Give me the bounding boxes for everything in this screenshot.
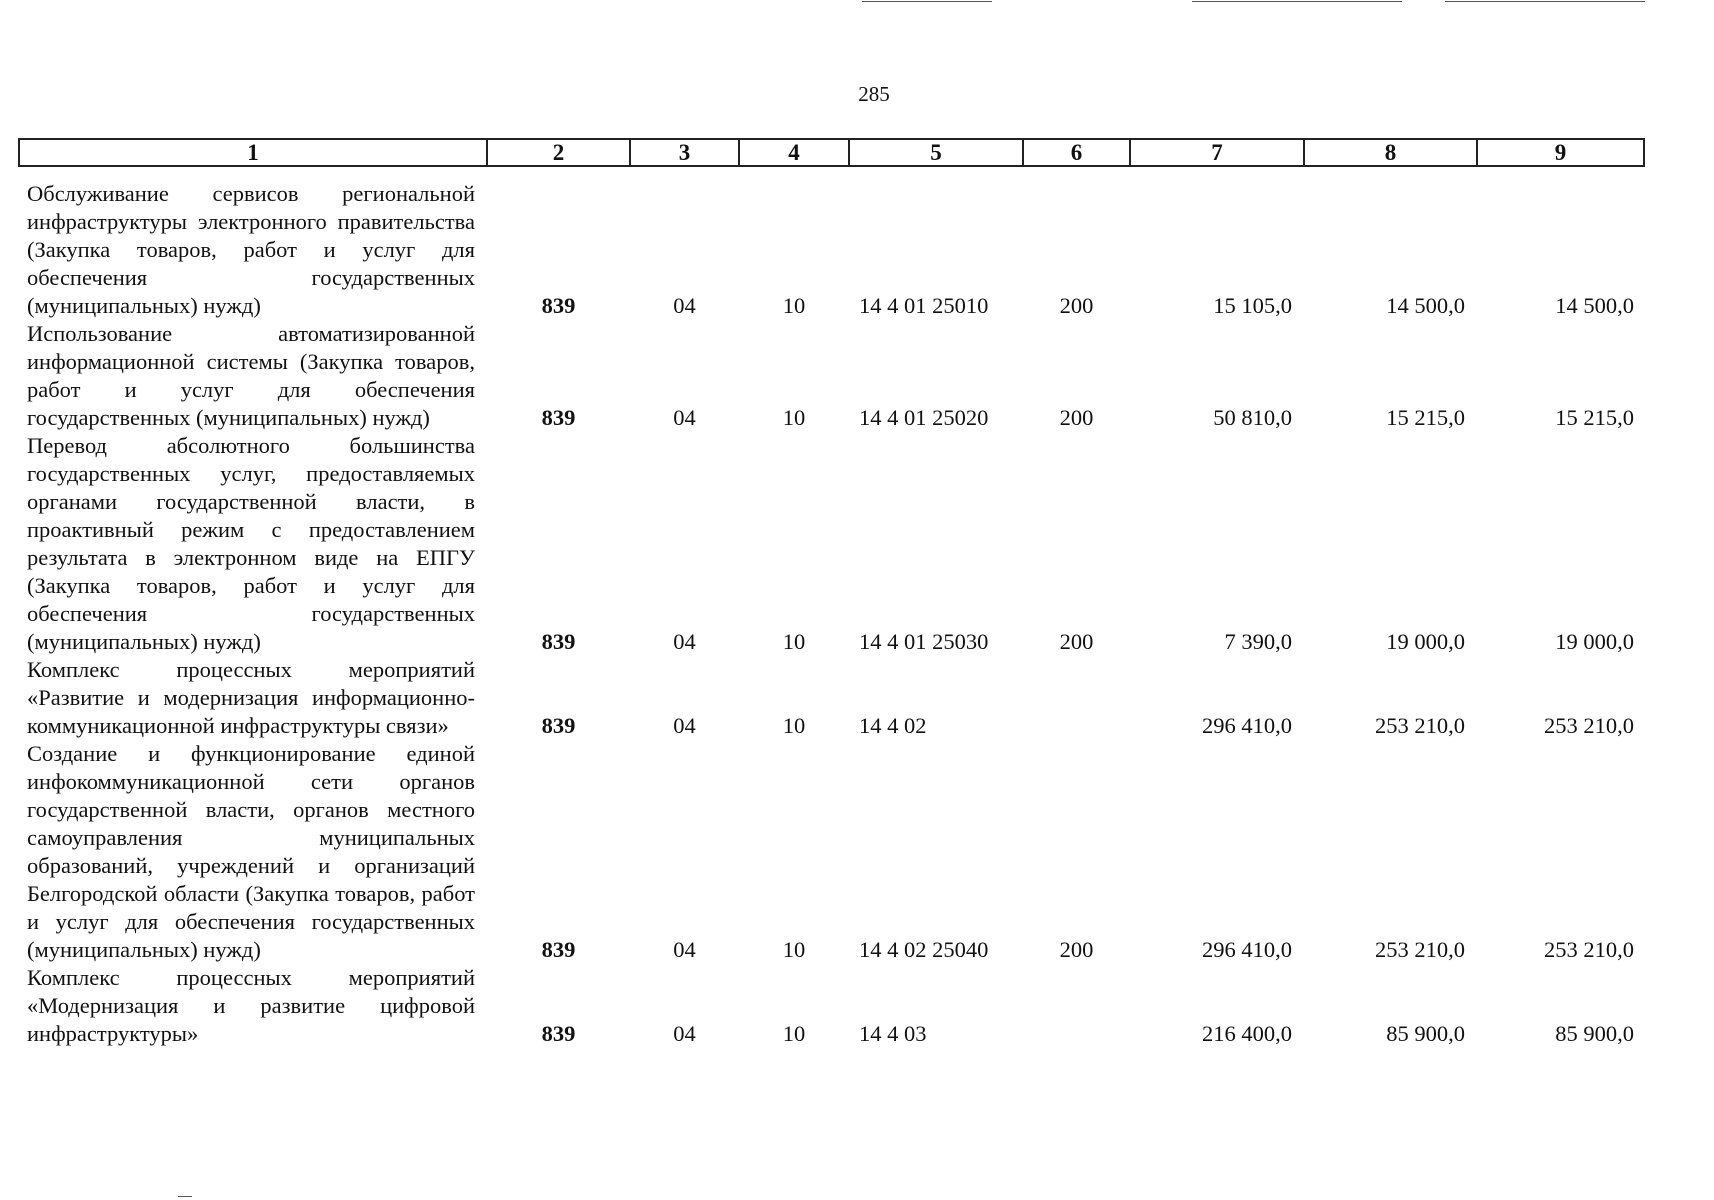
amount-year-1: 296 410,0	[1202, 713, 1292, 738]
subsection-code: 10	[782, 405, 806, 430]
scan-artifact-line	[1445, 1, 1645, 2]
table-row	[19, 656, 1644, 740]
table-header	[19, 139, 1644, 166]
section-code: 04	[673, 405, 696, 430]
grbs-code: 839	[541, 1021, 576, 1046]
subsection-code: 10	[782, 713, 806, 738]
amount-year-3: 14 500,0	[1555, 293, 1634, 318]
target-article-code: 14 4 03	[859, 1021, 927, 1046]
expense-type-code: 200	[1059, 293, 1094, 318]
row-name: Создание и функционирование единой инфокоммуникационной сети органов государственной власти, органов местного самоуправления муниципальных образований, учреждений и организаций Белгородской области (Закупка товаров, работ и услуг для обеспечения государственных (муниципальных) нужд)	[27, 741, 475, 962]
amount-year-1: 15 105,0	[1213, 293, 1292, 318]
section-code: 04	[673, 1021, 696, 1046]
table-row	[19, 432, 1644, 656]
subsection-code: 10	[782, 629, 806, 654]
row-name: Перевод абсолютного большинства государственных услуг, предоставляемых органами государственной власти, в проактивный режим с предоставлением результата в электронном виде на ЕПГУ (Закупка товаров, работ и услуг для обеспечения государственных (муниципальных) нужд)	[27, 433, 475, 654]
column-header-2: 2	[487, 139, 630, 166]
column-header-3: 3	[630, 139, 739, 166]
scan-artifact-line	[178, 1196, 192, 1197]
expense-type-code: 200	[1059, 405, 1094, 430]
target-article-code: 14 4 01 25010	[859, 293, 989, 318]
section-code: 04	[673, 293, 696, 318]
target-article-code: 14 4 01 25020	[859, 405, 989, 430]
grbs-code: 839	[541, 293, 576, 318]
expense-type-code: 200	[1059, 629, 1094, 654]
subsection-code: 10	[782, 937, 806, 962]
amount-year-2: 85 900,0	[1386, 1021, 1465, 1046]
amount-year-1: 296 410,0	[1202, 937, 1292, 962]
header-row	[19, 139, 1644, 166]
grbs-code: 839	[541, 937, 576, 962]
amount-year-3: 85 900,0	[1555, 1021, 1634, 1046]
budget-table	[18, 138, 1645, 1048]
table-row	[19, 166, 1644, 320]
section-code: 04	[673, 629, 696, 654]
subsection-code: 10	[782, 1021, 806, 1046]
grbs-code: 839	[541, 405, 576, 430]
expense-type-code: 200	[1059, 937, 1094, 962]
amount-year-3: 19 000,0	[1555, 629, 1634, 654]
section-code: 04	[673, 937, 696, 962]
target-article-code: 14 4 02	[859, 713, 927, 738]
amount-year-3: 15 215,0	[1555, 405, 1634, 430]
column-header-6: 6	[1023, 139, 1130, 166]
table-body	[19, 166, 1644, 1048]
row-name: Обслуживание сервисов региональной инфраструктуры электронного правительства (Закупка товаров, работ и услуг для обеспечения государственных (муниципальных) нужд)	[27, 181, 475, 318]
amount-year-2: 253 210,0	[1375, 937, 1465, 962]
column-header-9: 9	[1477, 139, 1644, 166]
column-header-8: 8	[1304, 139, 1477, 166]
table-row	[19, 964, 1644, 1048]
column-header-5: 5	[849, 139, 1023, 166]
page-number: 285	[858, 82, 890, 106]
grbs-code: 839	[541, 713, 576, 738]
target-article-code: 14 4 01 25030	[859, 629, 989, 654]
subsection-code: 10	[782, 293, 806, 318]
expense-type-code	[1023, 964, 1130, 1048]
amount-year-1: 50 810,0	[1213, 405, 1292, 430]
column-header-7: 7	[1130, 139, 1304, 166]
column-header-1: 1	[19, 139, 487, 166]
grbs-code: 839	[541, 629, 576, 654]
scan-artifact-line	[862, 1, 992, 2]
amount-year-2: 14 500,0	[1386, 293, 1465, 318]
table-row	[19, 740, 1644, 964]
amount-year-2: 253 210,0	[1375, 713, 1465, 738]
section-code: 04	[673, 713, 696, 738]
amount-year-2: 15 215,0	[1386, 405, 1465, 430]
row-name: Комплекс процессных мероприятий «Развитие и модернизация информационно-коммуникационной инфраструктуры связи»	[27, 657, 475, 738]
amount-year-3: 253 210,0	[1544, 713, 1634, 738]
target-article-code: 14 4 02 25040	[859, 937, 989, 962]
expense-type-code	[1023, 656, 1130, 740]
row-name: Комплекс процессных мероприятий «Модернизация и развитие цифровой инфраструктуры»	[27, 965, 475, 1046]
scan-artifact-line	[1192, 1, 1402, 2]
amount-year-1: 7 390,0	[1224, 629, 1292, 654]
amount-year-1: 216 400,0	[1202, 1021, 1292, 1046]
column-header-4: 4	[739, 139, 849, 166]
amount-year-2: 19 000,0	[1386, 629, 1465, 654]
row-name: Использование автоматизированной информационной системы (Закупка товаров, работ и услуг для обеспечения государственных (муниципальных) нужд)	[27, 321, 475, 430]
amount-year-3: 253 210,0	[1544, 937, 1634, 962]
table-row	[19, 320, 1644, 432]
